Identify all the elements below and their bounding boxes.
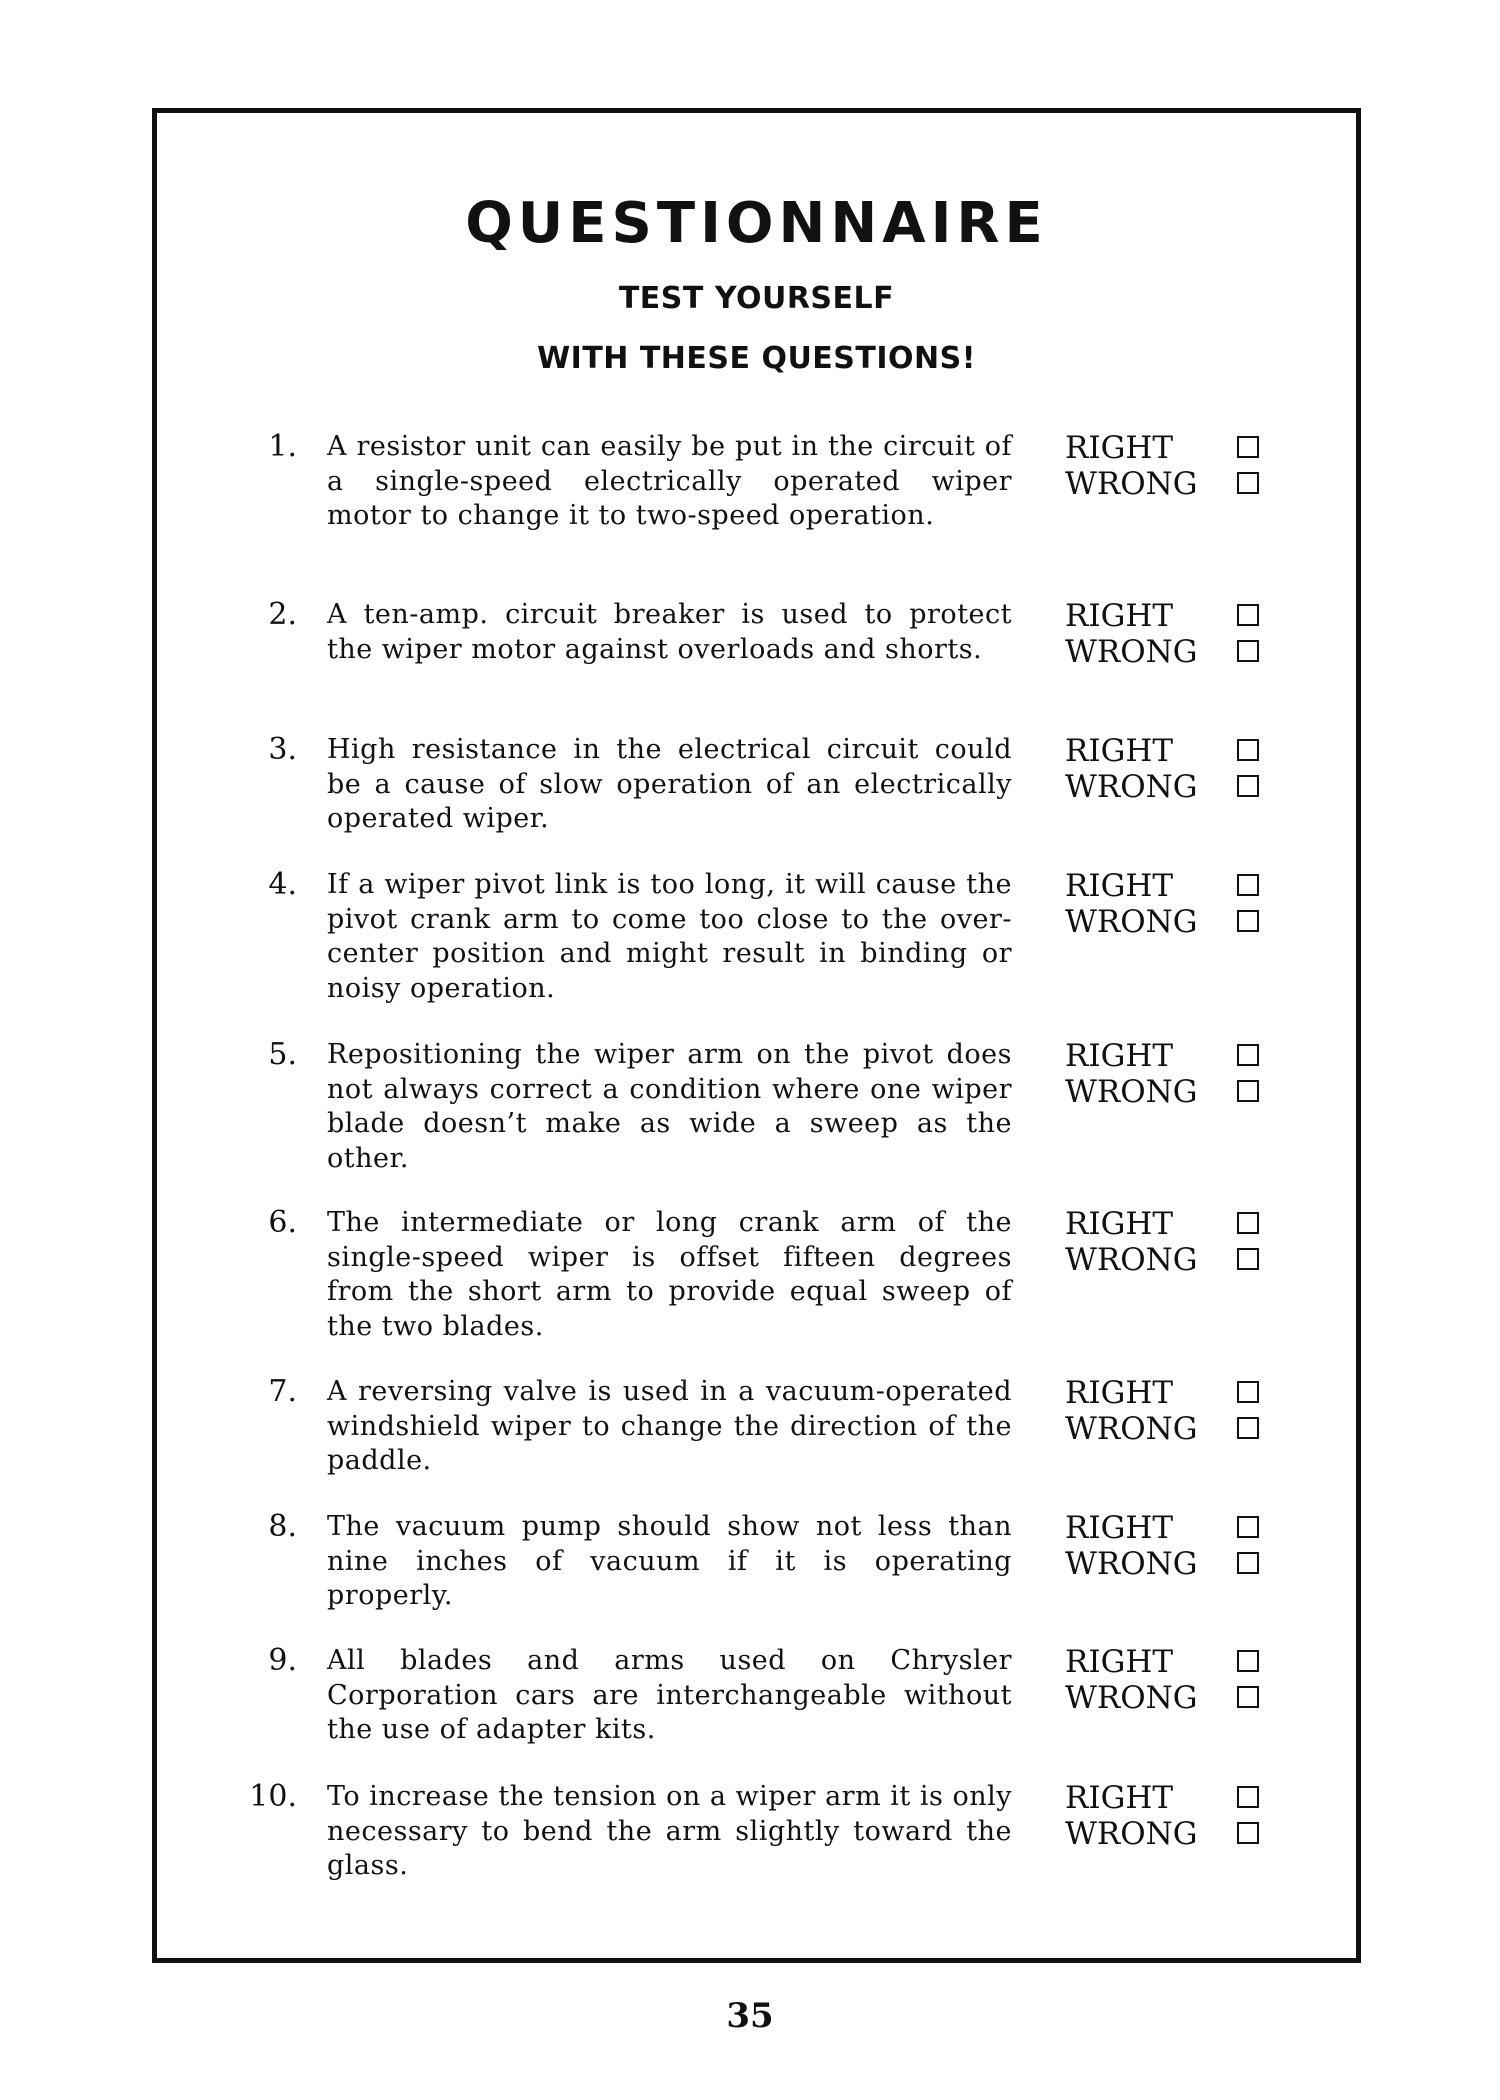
wrong-checkbox[interactable] <box>1237 472 1259 494</box>
wrong-label: WRONG <box>1065 1411 1198 1447</box>
right-option <box>1065 1644 1285 1680</box>
wrong-label: WRONG <box>1065 466 1198 502</box>
question-number: 4. <box>268 867 297 902</box>
answer-options <box>1065 1206 1285 1278</box>
question-item <box>157 1375 1356 1505</box>
question-text: If a wiper pivot link is too long, it will cause the pivot crank arm to come too close to the over-center position and might result in binding or noisy operation. <box>327 869 1012 1004</box>
right-label: RIGHT <box>1065 1375 1174 1411</box>
answer-options <box>1065 733 1285 805</box>
right-checkbox[interactable] <box>1237 1212 1259 1234</box>
answer-options <box>1065 1038 1285 1110</box>
wrong-checkbox[interactable] <box>1237 1822 1259 1844</box>
question-text: To increase the tension on a wiper arm it is only necessary to bend the arm slightly toward the glass. <box>327 1781 1012 1881</box>
right-label: RIGHT <box>1065 1038 1174 1074</box>
answer-options <box>1065 1375 1285 1447</box>
right-option <box>1065 733 1285 769</box>
right-checkbox[interactable] <box>1237 1650 1259 1672</box>
wrong-label: WRONG <box>1065 634 1198 670</box>
question-number: 9. <box>268 1643 297 1678</box>
question-text: A reversing valve is used in a vacuum-operated windshield wiper to change the direction of the paddle. <box>327 1376 1012 1476</box>
wrong-checkbox[interactable] <box>1237 910 1259 932</box>
wrong-label: WRONG <box>1065 1074 1198 1110</box>
wrong-checkbox[interactable] <box>1237 1686 1259 1708</box>
right-option <box>1065 430 1285 466</box>
answer-options <box>1065 1510 1285 1582</box>
question-item <box>157 598 1356 728</box>
question-item <box>157 733 1356 863</box>
right-label: RIGHT <box>1065 598 1174 634</box>
wrong-option <box>1065 634 1285 670</box>
question-text: Repositioning the wiper arm on the pivot does not always correct a condition where one wiper blade doesn’t make as wide a sweep as the other. <box>327 1039 1012 1174</box>
wrong-label: WRONG <box>1065 1546 1198 1582</box>
question-item <box>157 1510 1356 1640</box>
right-checkbox[interactable] <box>1237 1381 1259 1403</box>
wrong-checkbox[interactable] <box>1237 1417 1259 1439</box>
right-option <box>1065 1206 1285 1242</box>
answer-options <box>1065 598 1285 670</box>
question-item <box>157 1037 1356 1174</box>
question-text: A ten-amp. circuit breaker is used to protect the wiper motor against overloads and shorts. <box>327 599 1012 665</box>
question-item <box>157 1205 1356 1342</box>
right-label: RIGHT <box>1065 430 1174 466</box>
answer-options <box>1065 1644 1285 1716</box>
right-checkbox[interactable] <box>1237 1516 1259 1538</box>
wrong-checkbox[interactable] <box>1237 1248 1259 1270</box>
right-checkbox[interactable] <box>1237 436 1259 458</box>
wrong-checkbox[interactable] <box>1237 1552 1259 1574</box>
wrong-option <box>1065 904 1285 940</box>
wrong-option <box>1065 1680 1285 1716</box>
wrong-label: WRONG <box>1065 904 1198 940</box>
wrong-option <box>1065 1411 1285 1447</box>
right-label: RIGHT <box>1065 1510 1174 1546</box>
right-option <box>1065 1780 1285 1816</box>
wrong-option <box>1065 1816 1285 1852</box>
question-number: 8. <box>268 1509 297 1544</box>
right-option <box>1065 868 1285 904</box>
right-checkbox[interactable] <box>1237 1786 1259 1808</box>
wrong-option <box>1065 1242 1285 1278</box>
question-number: 1. <box>268 429 297 464</box>
answer-options <box>1065 1780 1285 1852</box>
question-number: 10. <box>249 1779 297 1814</box>
wrong-label: WRONG <box>1065 769 1198 805</box>
question-text: The intermediate or long crank arm of the single-speed wiper is offset fifteen degrees from the short arm to provide equal sweep of the two blades. <box>327 1207 1012 1342</box>
right-label: RIGHT <box>1065 868 1174 904</box>
page-number: 35 <box>726 1996 774 2036</box>
question-number: 5. <box>268 1037 297 1072</box>
question-number: 6. <box>268 1205 297 1240</box>
right-label: RIGHT <box>1065 1644 1174 1680</box>
subtitle-line-1: TEST YOURSELF <box>618 281 895 316</box>
right-option <box>1065 598 1285 634</box>
question-text: The vacuum pump should show not less than nine inches of vacuum if it is operating properly. <box>327 1511 1012 1611</box>
wrong-label: WRONG <box>1065 1680 1198 1716</box>
answer-options <box>1065 868 1285 940</box>
question-item <box>157 1780 1356 1910</box>
question-number: 2. <box>268 597 297 632</box>
right-checkbox[interactable] <box>1237 604 1259 626</box>
wrong-option <box>1065 769 1285 805</box>
wrong-option <box>1065 466 1285 502</box>
wrong-option <box>1065 1074 1285 1110</box>
right-option <box>1065 1510 1285 1546</box>
wrong-label: WRONG <box>1065 1242 1198 1278</box>
right-checkbox[interactable] <box>1237 874 1259 896</box>
question-item <box>157 867 1356 1004</box>
question-item <box>157 1644 1356 1774</box>
subtitle-line-2: WITH THESE QUESTIONS! <box>537 341 976 376</box>
question-text: A resistor unit can easily be put in the circuit of a single-speed electrically operated wiper motor to change it to two-speed operation. <box>327 431 1012 531</box>
right-label: RIGHT <box>1065 1206 1174 1242</box>
right-checkbox[interactable] <box>1237 1044 1259 1066</box>
question-number: 7. <box>268 1374 297 1409</box>
right-label: RIGHT <box>1065 1780 1174 1816</box>
wrong-checkbox[interactable] <box>1237 1080 1259 1102</box>
wrong-checkbox[interactable] <box>1237 775 1259 797</box>
page-title: QUESTIONNAIRE <box>465 191 1048 256</box>
right-option <box>1065 1038 1285 1074</box>
question-number: 3. <box>268 732 297 767</box>
right-label: RIGHT <box>1065 733 1174 769</box>
question-text: High resistance in the electrical circuit could be a cause of slow operation of an electrically operated wiper. <box>327 734 1012 834</box>
wrong-label: WRONG <box>1065 1816 1198 1852</box>
wrong-option <box>1065 1546 1285 1582</box>
wrong-checkbox[interactable] <box>1237 640 1259 662</box>
answer-options <box>1065 430 1285 502</box>
question-text: All blades and arms used on Chrysler Corporation cars are interchangeable without the use of adapter kits. <box>327 1645 1012 1745</box>
right-option <box>1065 1375 1285 1411</box>
right-checkbox[interactable] <box>1237 739 1259 761</box>
questionnaire-frame <box>152 108 1361 1963</box>
question-item <box>157 430 1356 560</box>
